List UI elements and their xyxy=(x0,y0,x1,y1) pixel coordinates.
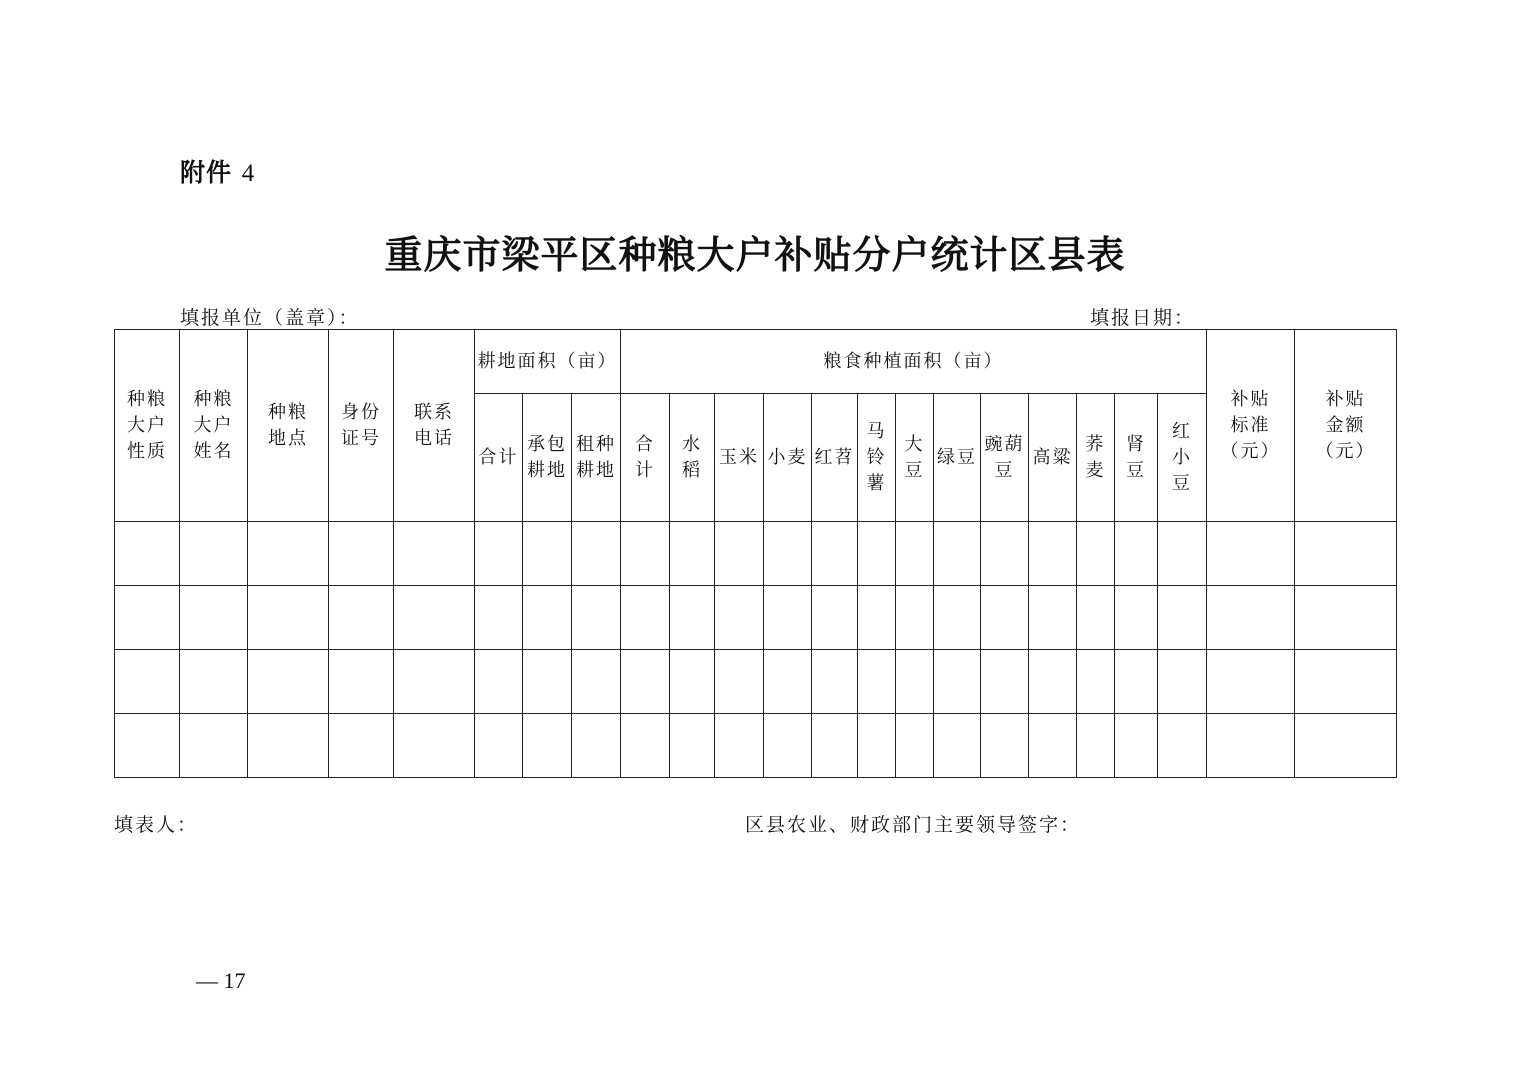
table-cell[interactable] xyxy=(523,714,572,778)
table-cell[interactable] xyxy=(1029,586,1077,650)
table-cell[interactable] xyxy=(1158,586,1207,650)
table-cell[interactable] xyxy=(812,586,858,650)
table-cell[interactable] xyxy=(394,650,475,714)
attachment-number: 4 xyxy=(241,160,256,187)
leader-signature-label: 区县农业、财政部门主要领导签字： xyxy=(745,814,1082,836)
table-cell[interactable] xyxy=(1295,586,1397,650)
table-cell[interactable] xyxy=(934,586,981,650)
table-cell[interactable] xyxy=(248,650,329,714)
header-location: 种粮 地点 xyxy=(248,330,329,522)
header-row-top xyxy=(115,330,1397,394)
table-cell[interactable] xyxy=(764,522,812,586)
table-cell[interactable] xyxy=(394,586,475,650)
table-cell[interactable] xyxy=(115,650,180,714)
table-cell[interactable] xyxy=(670,650,715,714)
table-cell[interactable] xyxy=(115,714,180,778)
table-cell[interactable] xyxy=(115,522,180,586)
header-soybean: 大 豆 xyxy=(896,394,934,522)
table-cell[interactable] xyxy=(812,650,858,714)
header-rented: 租种 耕地 xyxy=(572,394,621,522)
table-cell[interactable] xyxy=(572,586,621,650)
table-cell[interactable] xyxy=(329,522,394,586)
table-cell[interactable] xyxy=(475,650,523,714)
table-cell[interactable] xyxy=(394,714,475,778)
header-sweet-potato: 红苕 xyxy=(812,394,858,522)
table-cell[interactable] xyxy=(896,650,934,714)
table-cell[interactable] xyxy=(572,714,621,778)
table-cell[interactable] xyxy=(1077,522,1115,586)
table-cell[interactable] xyxy=(180,714,248,778)
table-cell[interactable] xyxy=(670,522,715,586)
reporting-unit-label: 填报单位（盖章）： xyxy=(180,307,360,329)
table-cell[interactable] xyxy=(812,714,858,778)
header-amount: 补贴 金额 （元） xyxy=(1295,330,1397,522)
table-body xyxy=(115,522,1397,778)
header-corn: 玉米 xyxy=(715,394,764,522)
table-cell[interactable] xyxy=(621,522,670,586)
table-cell[interactable] xyxy=(523,522,572,586)
table-cell[interactable] xyxy=(1158,714,1207,778)
attachment-label xyxy=(180,153,255,189)
table-cell[interactable] xyxy=(394,522,475,586)
table-cell[interactable] xyxy=(475,586,523,650)
table-cell[interactable] xyxy=(715,714,764,778)
reporting-date-label: 填报日期： xyxy=(1090,307,1196,329)
header-sorghum: 高粱 xyxy=(1029,394,1077,522)
table-cell[interactable] xyxy=(934,522,981,586)
table-cell[interactable] xyxy=(764,650,812,714)
table-cell[interactable] xyxy=(180,522,248,586)
table-cell[interactable] xyxy=(475,714,523,778)
table-cell[interactable] xyxy=(523,650,572,714)
table-cell[interactable] xyxy=(180,650,248,714)
header-farmland-total: 合计 xyxy=(475,394,523,522)
table-cell[interactable] xyxy=(670,586,715,650)
table-cell[interactable] xyxy=(1115,586,1158,650)
table-cell[interactable] xyxy=(1158,522,1207,586)
table-cell[interactable] xyxy=(764,714,812,778)
table-cell[interactable] xyxy=(329,714,394,778)
table-cell[interactable] xyxy=(715,586,764,650)
table-cell[interactable] xyxy=(715,650,764,714)
table-cell[interactable] xyxy=(1295,522,1397,586)
table-cell[interactable] xyxy=(572,522,621,586)
table-cell[interactable] xyxy=(115,586,180,650)
table-row xyxy=(115,714,1397,778)
table-row xyxy=(115,586,1397,650)
table-cell[interactable] xyxy=(858,586,896,650)
table-cell[interactable] xyxy=(1029,650,1077,714)
table-cell[interactable] xyxy=(1207,714,1295,778)
table-cell[interactable] xyxy=(981,522,1029,586)
header-nature: 种粮 大户 性质 xyxy=(115,330,180,522)
table-cell[interactable] xyxy=(329,650,394,714)
table-row xyxy=(115,650,1397,714)
header-grain-total: 合 计 xyxy=(621,394,670,522)
table-cell[interactable] xyxy=(1207,586,1295,650)
table-cell[interactable] xyxy=(858,714,896,778)
attachment-prefix: 附件 xyxy=(180,158,233,187)
table-cell[interactable] xyxy=(1295,650,1397,714)
table-cell[interactable] xyxy=(1077,586,1115,650)
document-title: 重庆市梁平区种粮大户补贴分户统计区县表 xyxy=(384,232,1126,277)
header-mung-bean: 绿豆 xyxy=(934,394,981,522)
table-cell[interactable] xyxy=(1207,522,1295,586)
header-buckwheat: 荞 麦 xyxy=(1077,394,1115,522)
table-cell[interactable] xyxy=(248,714,329,778)
table-cell[interactable] xyxy=(858,650,896,714)
table-cell[interactable] xyxy=(896,522,934,586)
table-cell[interactable] xyxy=(523,586,572,650)
header-id-number: 身份 证号 xyxy=(329,330,394,522)
table-row xyxy=(115,522,1397,586)
table-cell[interactable] xyxy=(858,522,896,586)
header-name: 种粮 大户 姓名 xyxy=(180,330,248,522)
table-cell[interactable] xyxy=(715,522,764,586)
table-cell[interactable] xyxy=(1158,650,1207,714)
table-cell[interactable] xyxy=(621,714,670,778)
table-cell[interactable] xyxy=(1029,714,1077,778)
table-cell[interactable] xyxy=(1077,714,1115,778)
page-number: — 17 xyxy=(196,968,246,993)
table-cell[interactable] xyxy=(670,714,715,778)
table-cell[interactable] xyxy=(812,522,858,586)
header-grain-group: 粮食种植面积（亩） xyxy=(621,330,1207,394)
header-pea: 豌葫 豆 xyxy=(981,394,1029,522)
table-cell[interactable] xyxy=(1207,650,1295,714)
table-cell[interactable] xyxy=(572,650,621,714)
header-standard: 补贴 标准 （元） xyxy=(1207,330,1295,522)
table-cell[interactable] xyxy=(180,586,248,650)
table-cell[interactable] xyxy=(1295,714,1397,778)
header-wheat: 小麦 xyxy=(764,394,812,522)
table-cell[interactable] xyxy=(981,714,1029,778)
table-cell[interactable] xyxy=(329,586,394,650)
table-cell[interactable] xyxy=(934,714,981,778)
table-cell[interactable] xyxy=(1115,522,1158,586)
table-cell[interactable] xyxy=(896,586,934,650)
filler-label: 填表人： xyxy=(114,814,199,836)
table-cell[interactable] xyxy=(248,586,329,650)
header-red-bean: 红 小 豆 xyxy=(1158,394,1207,522)
header-phone: 联系 电话 xyxy=(394,330,475,522)
table-cell[interactable] xyxy=(1115,650,1158,714)
table-cell[interactable] xyxy=(981,650,1029,714)
header-potato: 马 铃 薯 xyxy=(858,394,896,522)
table-cell[interactable] xyxy=(934,650,981,714)
subsidy-table xyxy=(114,329,1397,778)
table-cell[interactable] xyxy=(896,714,934,778)
table-cell[interactable] xyxy=(981,586,1029,650)
table-cell[interactable] xyxy=(1115,714,1158,778)
header-contracted: 承包 耕地 xyxy=(523,394,572,522)
table-cell[interactable] xyxy=(621,650,670,714)
table-cell[interactable] xyxy=(475,522,523,586)
header-farmland-group: 耕地面积（亩） xyxy=(475,330,621,394)
header-kidney-bean: 肾 豆 xyxy=(1115,394,1158,522)
table-cell[interactable] xyxy=(248,522,329,586)
table-cell[interactable] xyxy=(1077,650,1115,714)
table-cell[interactable] xyxy=(1029,522,1077,586)
table-cell[interactable] xyxy=(764,586,812,650)
table-cell[interactable] xyxy=(621,586,670,650)
header-rice: 水 稻 xyxy=(670,394,715,522)
